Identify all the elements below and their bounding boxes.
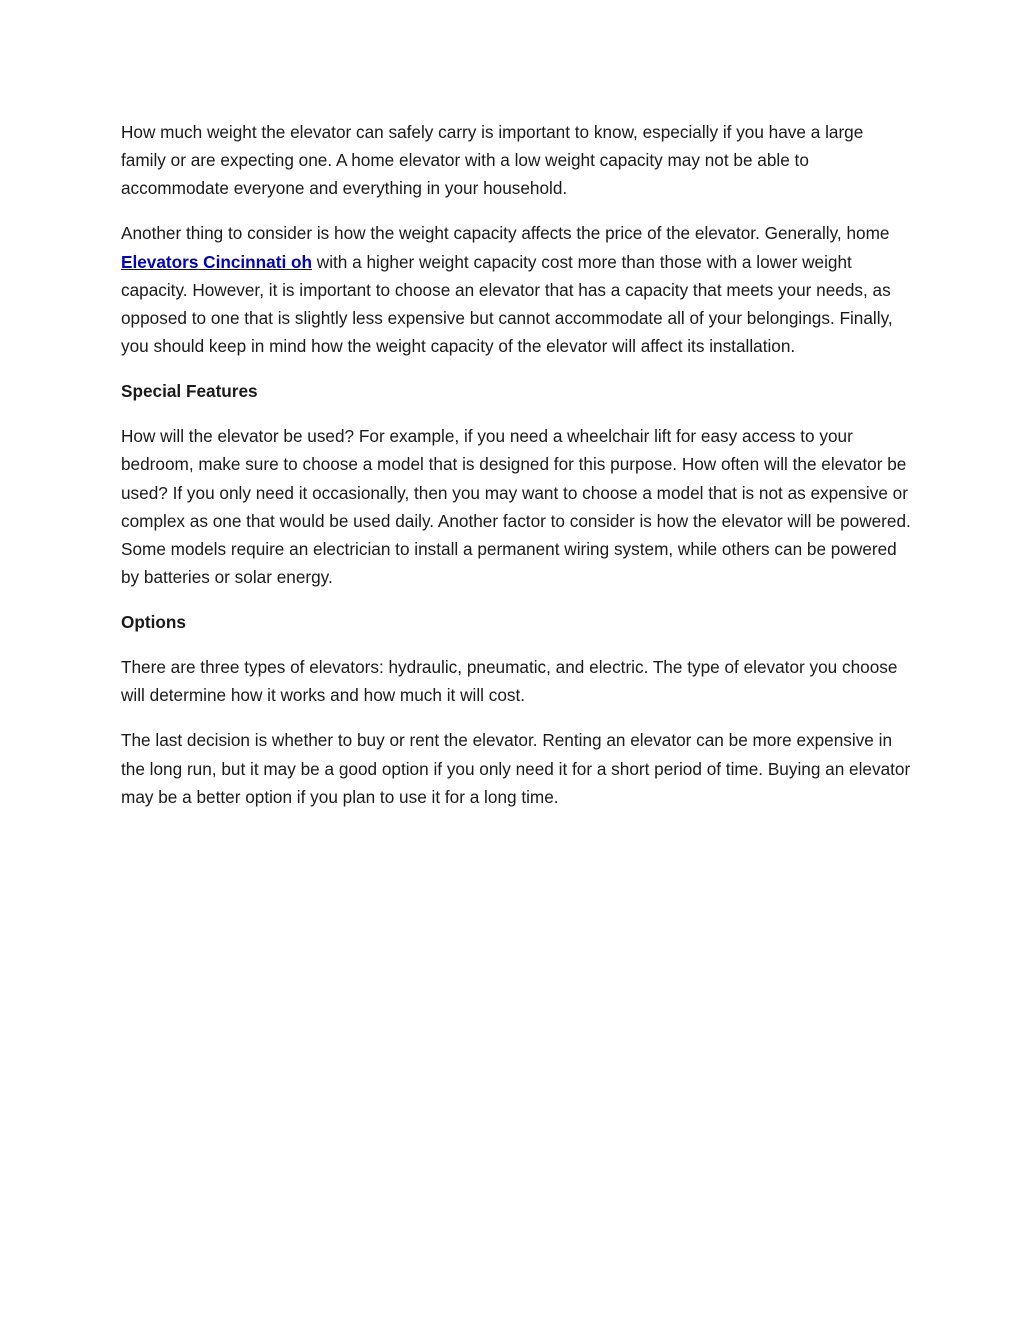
paragraph-special-features: How will the elevator be used? For example, if you need a wheelchair lift for easy access to your bedroom, make sure to choose a model that is designed for this purpose. How often will the elevator be used? If you only need it occasionally, then you may want to choose a model that is not as expensive or complex as one that would be used daily. Another factor to consider is how the elevator will be powered. Some models require an electrician to install a permanent wiring system, while others can be powered by batteries or solar energy. [121, 426, 911, 588]
paragraph-price-text-before: Another thing to consider is how the weight capacity affects the price of the elevator. Generally, home [121, 223, 890, 244]
paragraph-weight-capacity: How much weight the elevator can safely carry is important to know, especially if you have a large family or are expecting one. A home elevator with a low weight capacity may not be able to accommodate everyone and everything in your household. [121, 122, 864, 199]
paragraph-buy-or-rent: The last decision is whether to buy or rent the elevator. Renting an elevator can be more expensive in the long run, but it may be a good option if you only need it for a short period of time. Buying an elevator may be a better option if you plan to use it for a long time. [121, 730, 911, 807]
document-page [121, 118, 911, 828]
heading-special-features: Special Features [121, 381, 258, 402]
paragraph-price [121, 219, 911, 360]
paragraph-price-text-after: with a higher weight capacity cost more than those with a lower weight capacity. However, it is important to choose an elevator that has a capacity that meets your needs, as opposed to one that is slightly less expensive but cannot accommodate all of your belongings. Finally, you should keep in mind how the weight capacity of the elevator will affect its installation. [121, 251, 893, 357]
paragraph-elevator-types: There are three types of elevators: hydraulic, pneumatic, and electric. The type of elevator you choose will determine how it works and how much it will cost. [121, 657, 898, 706]
heading-options: Options [121, 612, 186, 633]
elevators-cincinnati-link[interactable]: Elevators Cincinnati oh [121, 251, 313, 272]
